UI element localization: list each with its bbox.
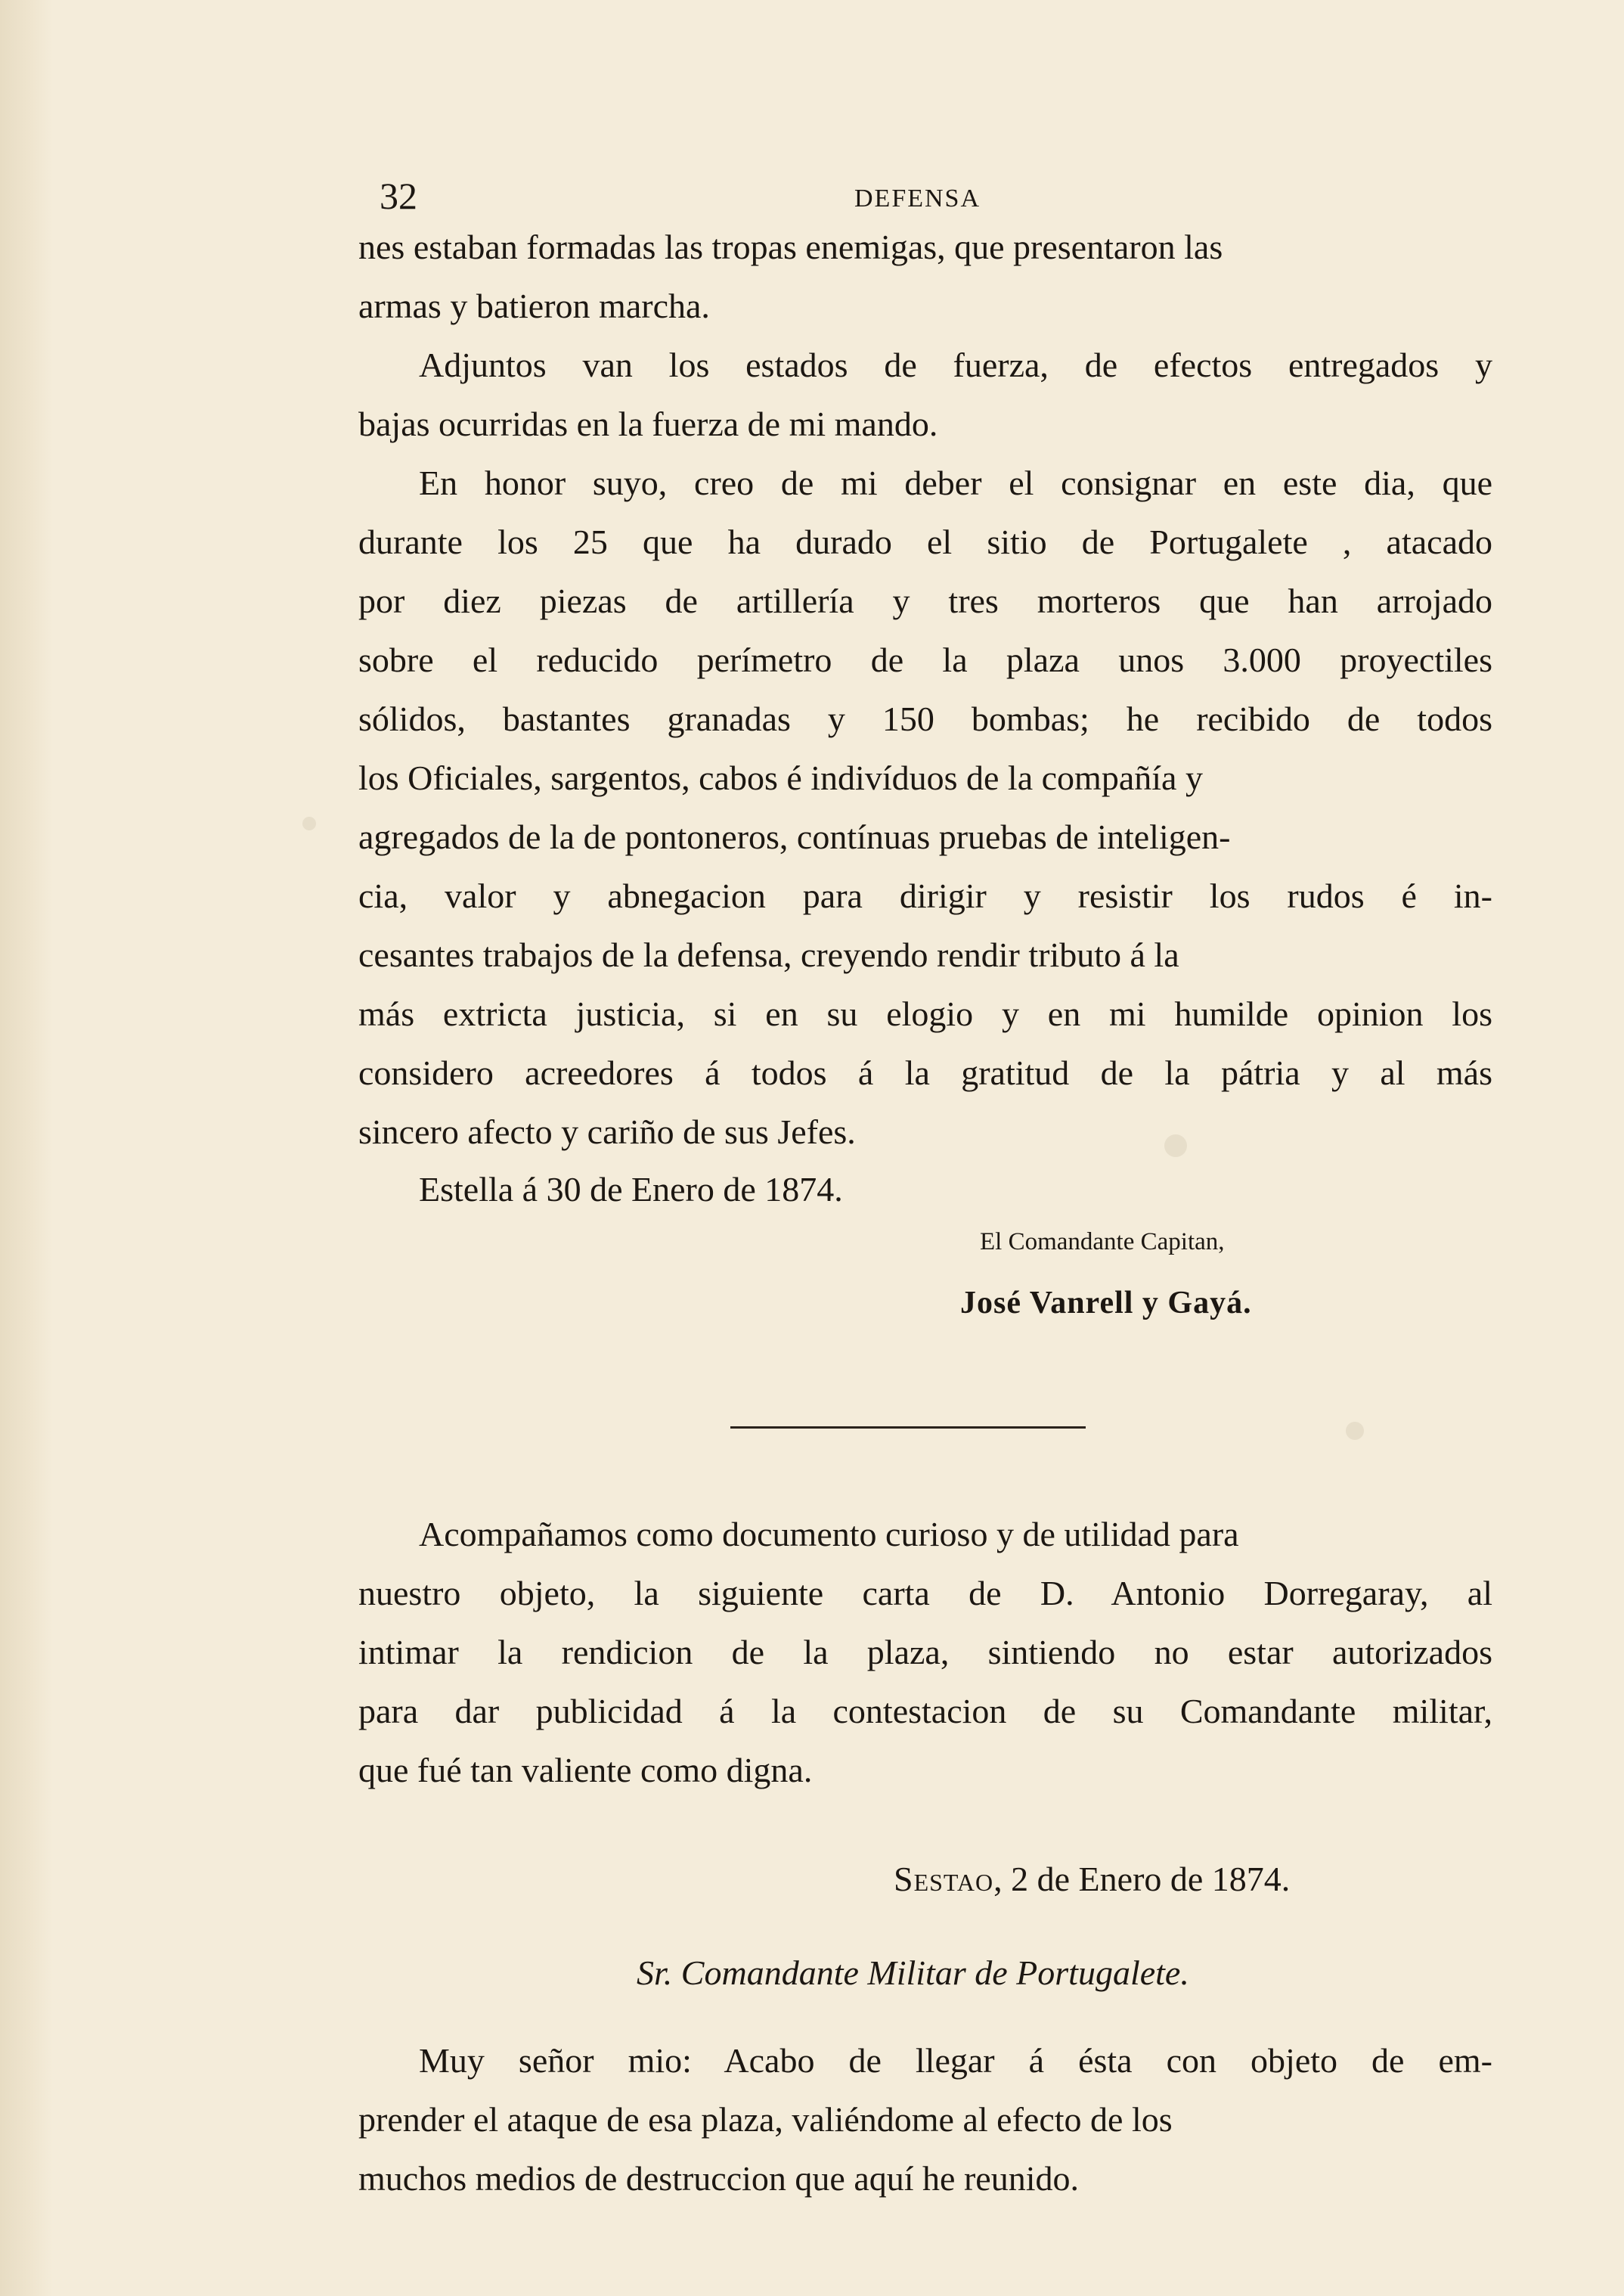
text-line: armas y batieron marcha.	[358, 287, 710, 325]
text-line: En honor suyo, creo de mi deber el consignar en este dia, que	[419, 464, 1492, 502]
paragraph-attachments	[358, 336, 1492, 454]
paper-stain	[302, 817, 316, 830]
text-line: que fué tan valiente como digna.	[358, 1751, 813, 1789]
text-line: considero acreedores á todos á la gratitud de la pátria y al más	[358, 1053, 1492, 1092]
text-line: Acompañamos como documento curioso y de utilidad para	[419, 1515, 1239, 1553]
text-line: sincero afecto y cariño de sus Jefes.	[358, 1112, 856, 1151]
paragraph-continuation	[358, 218, 1492, 336]
letter-place: Sestao	[894, 1860, 994, 1898]
paragraph-letter-body	[358, 2031, 1492, 2208]
paragraph-intro-letter	[358, 1505, 1492, 1800]
text-line: Muy señor mio: Acabo de llegar á ésta con objeto de em-	[419, 2041, 1492, 2080]
text-line	[358, 218, 1492, 277]
text-line: durante los 25 que ha durado el sitio de Portugalete , atacado	[358, 523, 1492, 561]
running-title: DEFENSA	[854, 185, 981, 213]
letter-salutation: Sr. Comandante Militar de Portugalete.	[637, 1953, 1189, 1992]
section-divider	[730, 1426, 1086, 1429]
paragraph-honor	[358, 454, 1492, 1162]
text-line: sólidos, bastantes granadas y 150 bombas; he recibido de todos	[358, 700, 1492, 738]
running-head	[358, 169, 1492, 222]
text-line: Adjuntos van los estados de fuerza, de efectos entregados y	[419, 346, 1492, 384]
signature-title: El Comandante Capitan,	[980, 1228, 1225, 1255]
letter-date-text: , 2 de Enero de 1874.	[993, 1860, 1291, 1898]
paper-stain	[1346, 1422, 1364, 1440]
text-line: para dar publicidad á la contestacion de su Comandante militar,	[358, 1692, 1492, 1730]
text-line: por diez piezas de artillería y tres morteros que han arrojado	[358, 582, 1492, 620]
text-line: cia, valor y abnegacion para dirigir y resistir los rudos é in-	[358, 877, 1492, 915]
text-line: los Oficiales, sargentos, cabos é indivíduos de la compañía y	[358, 759, 1203, 797]
text-line: nuestro objeto, la siguiente carta de D. Antonio Dorregaray, al	[358, 1574, 1492, 1612]
text-line: agregados de la de pontoneros, contínuas pruebas de inteligen-	[358, 818, 1231, 856]
text-line: muchos medios de destruccion que aquí he reunido.	[358, 2159, 1079, 2198]
report-date: Estella á 30 de Enero de 1874.	[419, 1170, 843, 1209]
text-line: intimar la rendicion de la plaza, sintiendo no estar autorizados	[358, 1633, 1492, 1671]
text-line: más extricta justicia, si en su elogio y en mi humilde opinion los	[358, 994, 1492, 1033]
signature-name: José Vanrell y Gayá.	[960, 1286, 1252, 1320]
text-line: cesantes trabajos de la defensa, creyendo rendir tributo á la	[358, 935, 1179, 974]
text-line: prender el ataque de esa plaza, valiéndome al efecto de los	[358, 2100, 1173, 2139]
text-line: bajas ocurridas en la fuerza de mi mando.	[358, 405, 938, 443]
page-number: 32	[380, 175, 417, 217]
text-line-content: nes estaban formadas las tropas enemigas, que presentaron las	[358, 228, 1223, 266]
text-line: sobre el reducido perímetro de la plaza unos 3.000 proyectiles	[358, 641, 1492, 679]
letter-date	[894, 1850, 1290, 1909]
